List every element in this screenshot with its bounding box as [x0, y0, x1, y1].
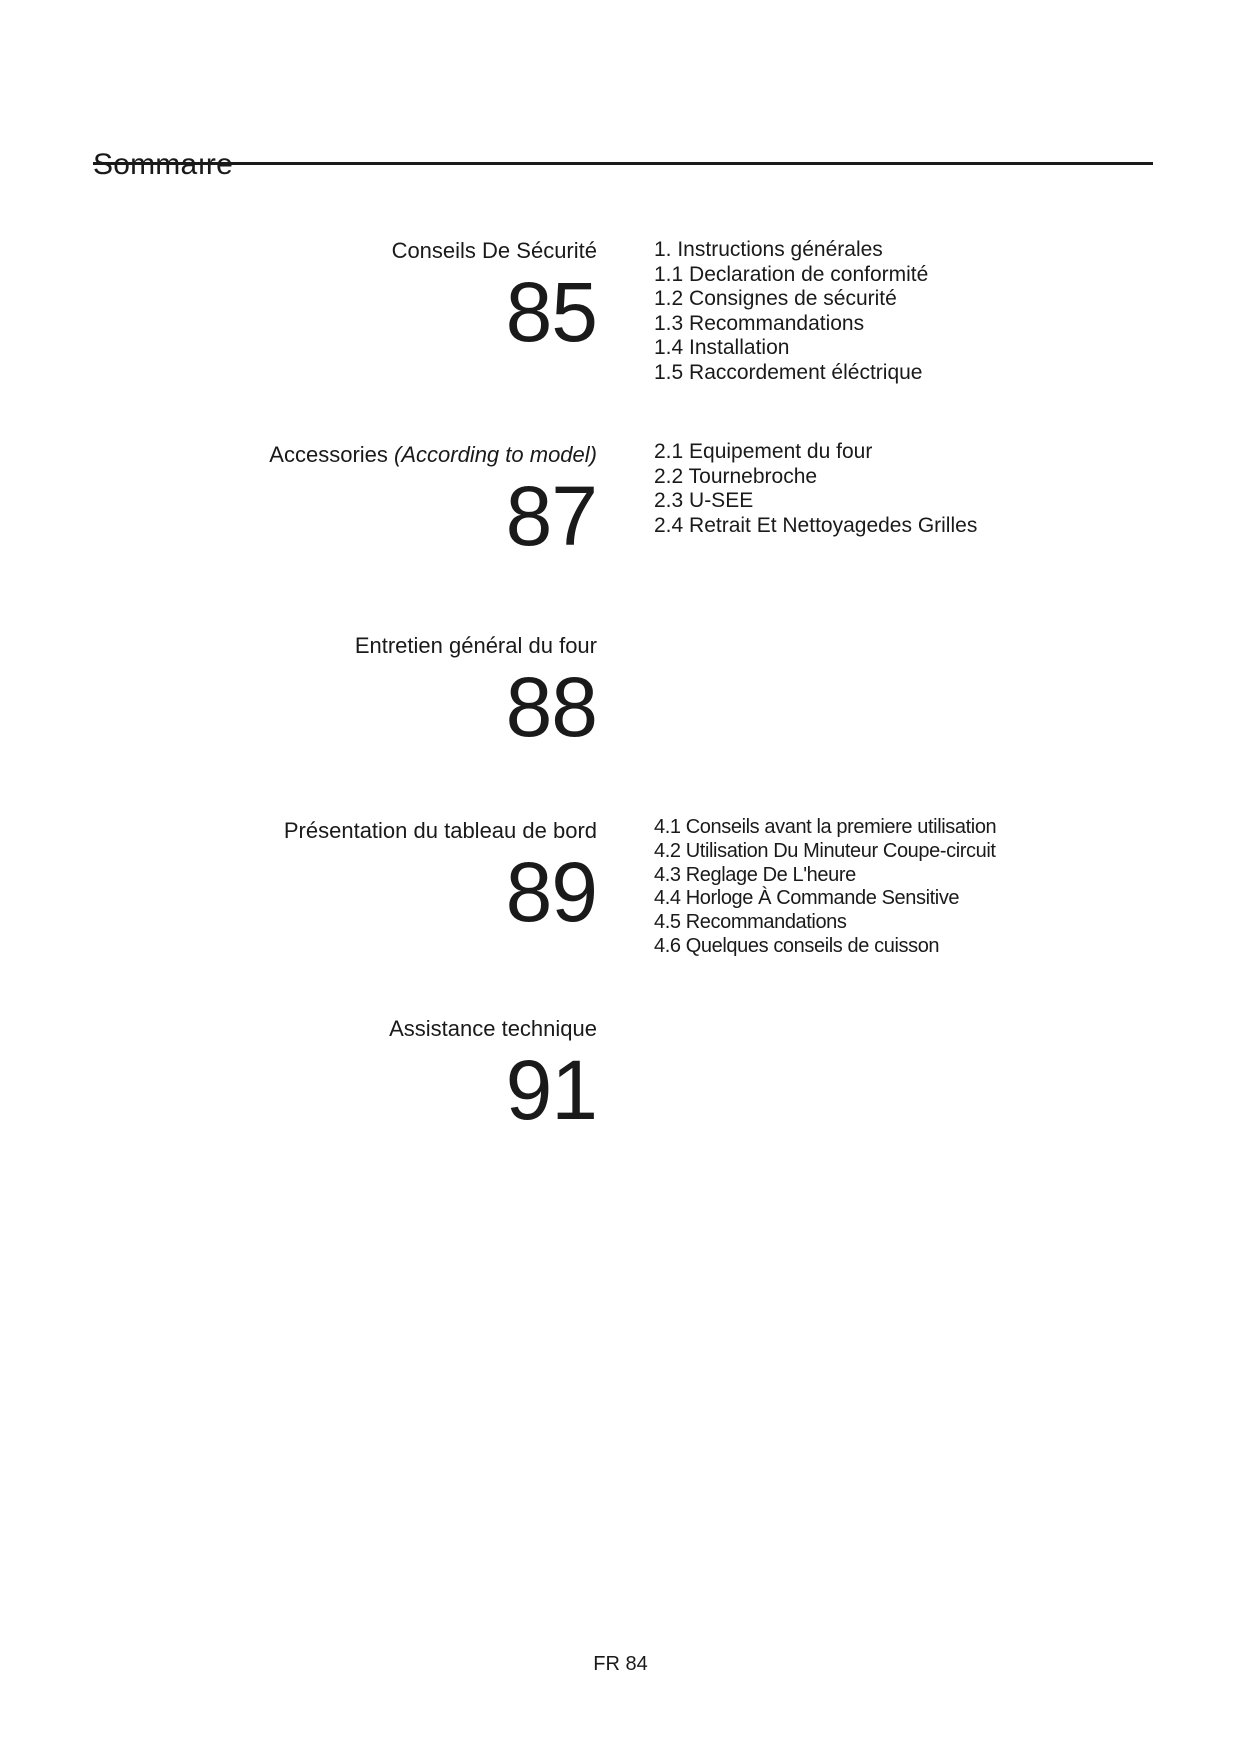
toc-item: 2.4 Retrait Et Nettoyagedes Grilles — [654, 513, 978, 537]
section-title: Présentation du tableau de bord — [283, 818, 597, 843]
toc-item: 2.3 U-SEE — [654, 489, 754, 512]
section-title: Conseils De Sécurité — [391, 238, 597, 263]
section-title — [269, 442, 597, 468]
toc-item: 4.4 Horloge À Commande Sensitive — [654, 887, 960, 910]
toc-item: 1. Instructions générales — [654, 238, 883, 261]
section-item-list — [654, 816, 996, 959]
title-divider — [93, 162, 1153, 165]
section-item-list — [654, 238, 928, 385]
section-title: Assistance technique — [389, 1016, 597, 1041]
section-page-number: 85 — [505, 265, 597, 359]
toc-item: 2.1 Equipement du four — [654, 440, 873, 463]
toc-item: 4.5 Recommandations — [654, 911, 847, 934]
section-page-number: 89 — [505, 845, 597, 939]
toc-item: 1.2 Consignes de sécurité — [654, 287, 897, 310]
toc-item: 4.6 Quelques conseils de cuisson — [654, 934, 940, 957]
section-title: Entretien général du four — [354, 633, 597, 658]
toc-item: 1.5 Raccordement éléctrique — [654, 360, 923, 384]
toc-item: 1.4 Installation — [654, 336, 790, 359]
section-item-list — [654, 440, 977, 538]
toc-item: 2.2 Tournebroche — [654, 464, 818, 488]
toc-item: 4.2 Utilisation Du Minuteur Coupe-circuit — [654, 839, 996, 862]
page-title: Sommaıre — [93, 148, 233, 182]
section-page-number: 91 — [505, 1043, 597, 1137]
toc-item: 1.3 Recommandations — [654, 311, 865, 335]
section-page-number: 88 — [505, 660, 597, 754]
toc-item: 4.1 Conseils avant la premiere utilisation — [654, 816, 997, 838]
toc-item: 4.3 Reglage De L'heure — [654, 863, 856, 886]
toc-item: 1.1 Declaration de conformité — [654, 262, 929, 286]
page-footer: FR 84 — [593, 1653, 648, 1675]
section-title-note: (According to model) — [394, 442, 597, 467]
section-page-number: 87 — [505, 469, 597, 563]
section-title-main: Accessories — [269, 442, 388, 467]
